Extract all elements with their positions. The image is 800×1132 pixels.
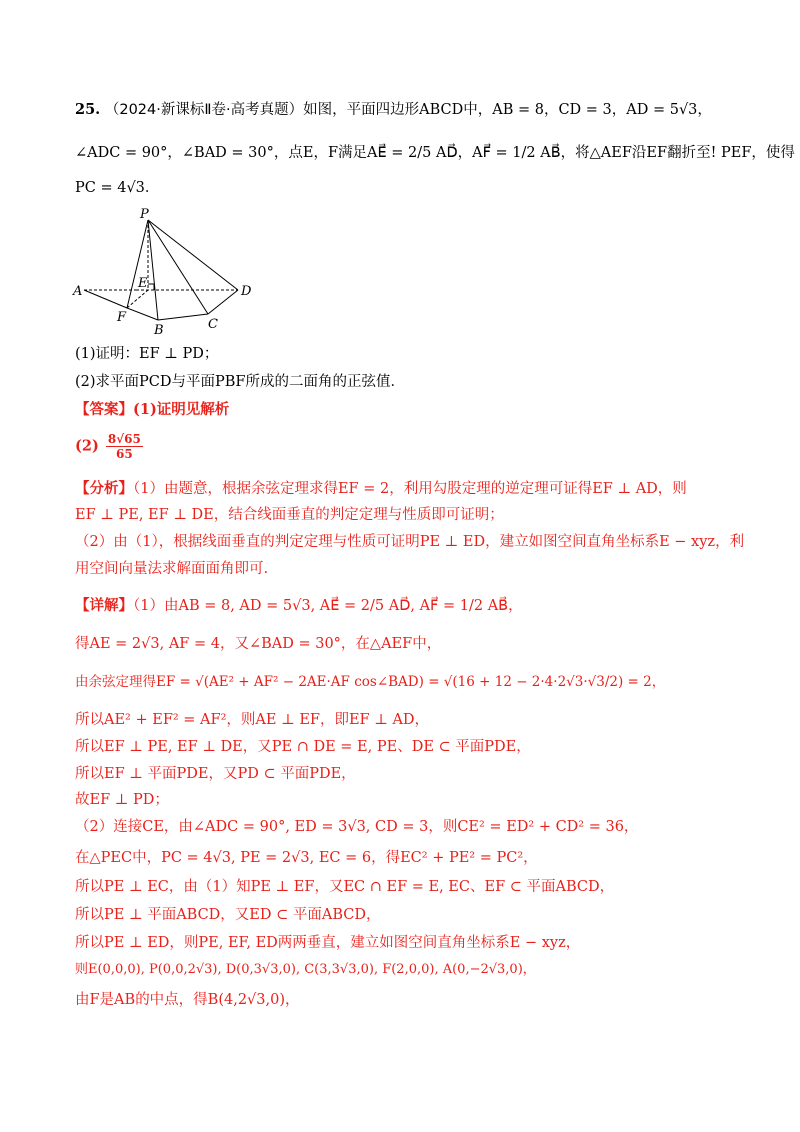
edge-pf <box>127 220 148 308</box>
answer-part-1: (1)证明见解析 <box>133 401 230 418</box>
answer-line-2 <box>75 432 735 461</box>
detail-line-7 <box>75 790 735 810</box>
problem-text-1: 如图，平面四边形ABCD中，AB = 8，CD = 3，AD = 5√3， <box>303 102 712 118</box>
problem-line-1 <box>75 100 735 120</box>
detail-line-14 <box>75 990 735 1010</box>
detail-text-13: 则E(0,0,0), P(0,0,2√3), D(0,3√3,0), C(3,3√3,0), F(2,0,0), A(0,−2√3,0)， <box>75 962 536 977</box>
edge-pb <box>148 220 158 320</box>
question-2-text: (2)求平面PCD与平面PBF所成的二面角的正弦值． <box>75 374 405 390</box>
detail-text-6: 所以EF ⊥ 平面PDE，又PD ⊂ 平面PDE， <box>75 766 356 782</box>
question-1 <box>75 344 735 364</box>
analysis-line-1 <box>75 479 735 499</box>
detail-line-13 <box>75 960 735 980</box>
analysis-line-4 <box>75 559 735 579</box>
problem-source: （2024·新课标Ⅱ卷·高考真题） <box>104 102 304 118</box>
detail-line-1 <box>75 596 735 616</box>
detail-line-8 <box>75 817 735 837</box>
analysis-text-1: （1）由题意，根据余弦定理求得EF = 2，利用勾股定理的逆定理可证得EF ⊥ AD，则 <box>133 481 687 497</box>
edge-fb <box>127 308 158 320</box>
detail-line-4 <box>75 710 735 730</box>
pyramid-figure <box>70 208 270 340</box>
detail-line-11 <box>75 905 735 925</box>
detail-text-10: 所以PE ⊥ EC，由（1）知PE ⊥ EF，又EC ∩ EF = E, EC、EF ⊂ 平面ABCD， <box>75 879 615 895</box>
analysis-text-2: EF ⊥ PE, EF ⊥ DE，结合线面垂直的判定定理与性质即可证明； <box>75 507 504 523</box>
detail-text-1: （1）由AB = 8, AD = 5√3, AE⃗ = 2/5 AD⃗, AF⃗ = 1/2 AB⃗， <box>133 598 523 614</box>
detail-text-2: 得AE = 2√3, AF = 4，又∠BAD = 30°，在△AEF中， <box>75 636 442 652</box>
detail-text-4: 所以AE² + EF² = AF²，则AE ⊥ EF，即EF ⊥ AD， <box>75 712 430 728</box>
edge-af <box>84 290 127 308</box>
label-f: F <box>117 310 127 325</box>
label-a: A <box>73 284 83 299</box>
detail-line-9 <box>75 848 735 868</box>
answer-tag: 【答案】 <box>75 401 133 418</box>
question-1-text: (1)证明：EF ⊥ PD； <box>75 346 219 362</box>
right-angle-mark <box>148 284 154 290</box>
problem-line-2 <box>75 143 795 163</box>
detail-line-10 <box>75 877 735 897</box>
analysis-text-4: 用空间向量法求解面面角即可. <box>75 561 269 577</box>
edge-pd <box>148 220 238 290</box>
detail-tag: 【详解】 <box>75 597 133 614</box>
answer-line-1 <box>75 400 735 420</box>
detail-line-2 <box>75 634 735 654</box>
problem-text-3: PC = 4√3． <box>75 180 160 196</box>
detail-line-3 <box>75 672 735 692</box>
label-d: D <box>241 284 252 299</box>
analysis-line-3 <box>75 532 745 552</box>
detail-text-11: 所以PE ⊥ 平面ABCD，又ED ⊂ 平面ABCD， <box>75 907 381 923</box>
label-p: P <box>140 208 149 222</box>
detail-text-7: 故EF ⊥ PD； <box>75 792 169 808</box>
detail-text-5: 所以EF ⊥ PE, EF ⊥ DE，又PE ∩ DE = E, PE、DE ⊂ 平面PDE， <box>75 739 531 755</box>
edge-bc <box>158 314 208 320</box>
detail-text-12: 所以PE ⊥ ED，则PE, EF, ED两两垂直，建立如图空间直角坐标系E − xyz， <box>75 935 581 951</box>
edge-cd <box>208 290 238 314</box>
answer-part-2-prefix: (2) <box>75 437 99 455</box>
detail-line-5 <box>75 737 735 757</box>
analysis-line-2 <box>75 505 735 525</box>
problem-text-2: ∠ADC = 90°，∠BAD = 30°，点E，F满足AE⃗ = 2/5 AD⃗，AF⃗ = 1/2 AB⃗，将△AEF沿EF翻折至! PEF，使得 <box>75 145 795 161</box>
question-2 <box>75 372 735 392</box>
detail-text-14: 由F是AB的中点，得B(4,2√3,0)， <box>75 992 300 1008</box>
detail-text-9: 在△PEC中，PC = 4√3, PE = 2√3, EC = 6，得EC² + PE² = PC²， <box>75 850 538 866</box>
problem-line-3 <box>75 178 735 198</box>
analysis-tag: 【分析】 <box>75 480 133 497</box>
detail-text-3: 由余弦定理得EF = √(AE² + AF² − 2AE·AF cos∠BAD) = √(16 + 12 − 2·4·2√3·√3/2) = 2， <box>75 674 666 690</box>
label-e: E <box>138 276 148 291</box>
label-b: B <box>154 323 164 338</box>
detail-line-6 <box>75 764 735 784</box>
detail-line-12 <box>75 933 735 953</box>
edge-pc <box>148 220 208 314</box>
answer-denominator: 65 <box>115 447 133 461</box>
analysis-text-3: （2）由（1），根据线面垂直的判定定理与性质可证明PE ⊥ ED，建立如图空间直角坐标系E − xyz，利 <box>75 534 745 550</box>
answer-fraction <box>106 432 143 461</box>
problem-number: 25. <box>75 101 101 118</box>
answer-numerator: 8√65 <box>107 432 141 446</box>
detail-text-8: （2）连接CE，由∠ADC = 90°, ED = 3√3, CD = 3，则CE² = ED² + CD² = 36， <box>75 819 639 835</box>
label-c: C <box>208 317 218 332</box>
